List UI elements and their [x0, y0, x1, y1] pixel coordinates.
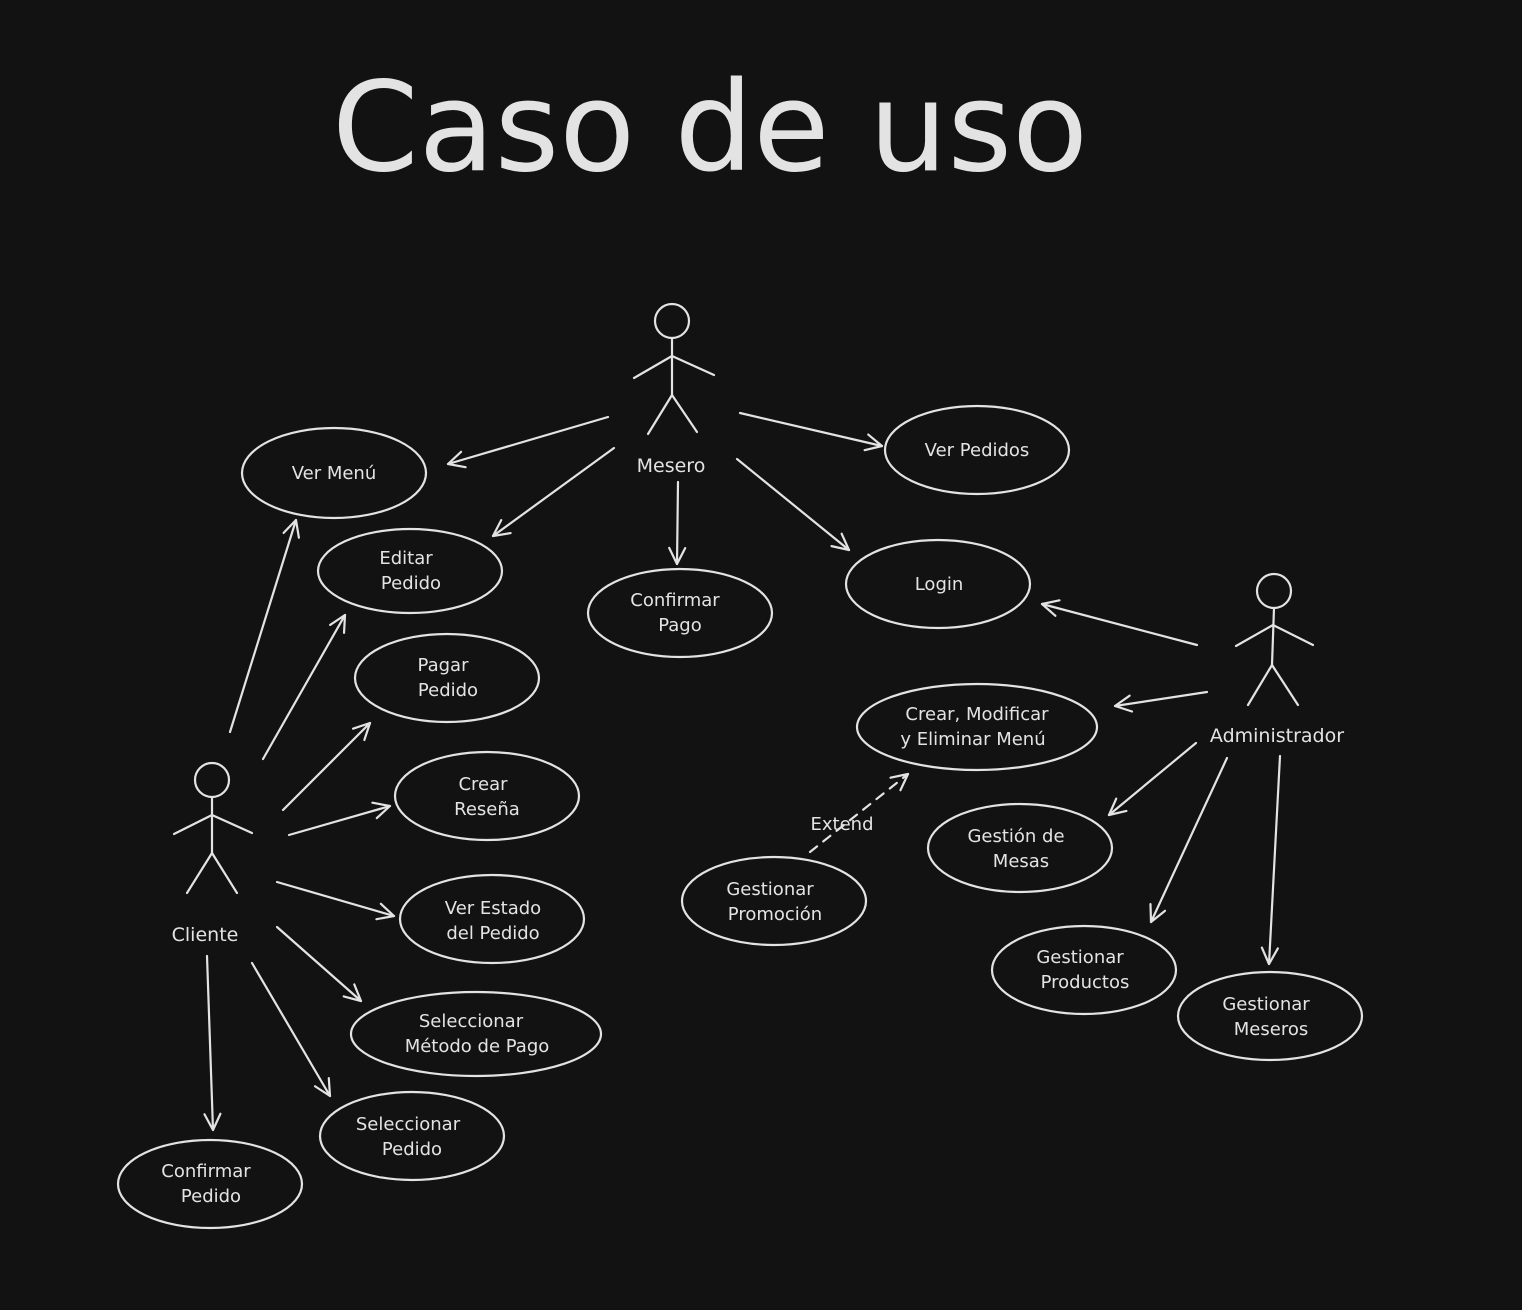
assoc-cliente-pagar-pedido — [283, 723, 370, 810]
uc-line: Seleccionar — [418, 1011, 524, 1032]
assoc-mesero-login — [737, 459, 849, 550]
uc-line: del Pedido — [446, 923, 540, 944]
actor-label-cliente: Cliente — [171, 924, 239, 946]
uc-line: Mesas — [992, 851, 1050, 872]
uc-line: Confirmar — [630, 590, 720, 611]
uc-line: Pedido — [381, 1139, 443, 1160]
use-case-confirmar-pago — [588, 569, 772, 657]
actor-mesero — [634, 304, 714, 477]
uc-line: y Eliminar Menú — [900, 729, 1046, 750]
use-case-ver-menu — [242, 428, 426, 518]
uc-line: Login — [914, 574, 964, 595]
svg-text:Gestión deMesas — [967, 826, 1064, 872]
svg-text:EditarPedido — [379, 548, 441, 594]
svg-text:ConfirmarPedido — [161, 1161, 251, 1207]
assoc-admin-crear-modificar-menu — [1115, 692, 1207, 706]
uc-line: Ver Estado — [444, 898, 542, 919]
uc-line: Crear, Modificar — [905, 704, 1049, 725]
uc-line: Gestionar — [726, 879, 814, 900]
svg-text:GestionarMeseros — [1222, 994, 1310, 1040]
extend-label: Extend — [810, 814, 874, 835]
svg-text:Ver Pedidos — [925, 440, 1030, 461]
uc-line: Editar — [379, 548, 433, 569]
use-case-ver-pedidos — [885, 406, 1069, 494]
use-case-confirmar-pedido — [118, 1140, 302, 1228]
use-case-ver-estado — [400, 875, 584, 963]
use-case-crear-resena — [395, 752, 579, 840]
actor-administrador — [1210, 574, 1344, 747]
use-case-gestionar-promocion — [682, 857, 866, 945]
svg-text:ConfirmarPago — [630, 590, 720, 636]
uc-line: Pedido — [380, 573, 442, 594]
use-case-seleccionar-pedido — [320, 1092, 504, 1180]
assoc-cliente-seleccionar-metodo — [277, 927, 361, 1001]
svg-text:GestionarPromoción — [726, 879, 822, 925]
use-case-gestion-mesas — [928, 804, 1112, 892]
svg-text:Ver Estadodel Pedido — [445, 898, 541, 944]
svg-text:Ver Menú — [292, 463, 377, 484]
actor-label-mesero: Mesero — [636, 455, 706, 477]
actor-cliente — [172, 763, 252, 946]
assoc-mesero-editar-pedido — [493, 448, 614, 536]
assoc-mesero-ver-menu — [448, 417, 608, 464]
use-case-seleccionar-metodo — [351, 992, 601, 1076]
uc-line: Confirmar — [161, 1161, 251, 1182]
svg-text:Crear, Modificary Eliminar Men — [900, 704, 1049, 750]
diagram-title: Caso de uso — [332, 56, 1088, 200]
assoc-cliente-ver-menu — [230, 520, 296, 732]
assoc-cliente-ver-estado — [277, 882, 394, 916]
uc-line: Crear — [458, 774, 508, 795]
use-case-gestionar-productos — [992, 926, 1176, 1014]
assoc-admin-login — [1042, 604, 1197, 645]
uc-line: Pago — [658, 615, 702, 636]
uc-line: Ver Pedidos — [924, 440, 1030, 461]
uc-line: Gestionar — [1036, 947, 1124, 968]
assoc-admin-gestion-mesas — [1109, 743, 1196, 815]
uc-line: Pedido — [180, 1186, 242, 1207]
svg-text:CrearReseña — [454, 774, 520, 820]
assoc-admin-gestionar-productos — [1151, 758, 1227, 922]
uc-line: Seleccionar — [355, 1114, 461, 1135]
use-case-login — [846, 540, 1030, 628]
svg-text:GestionarProductos — [1036, 947, 1129, 993]
uc-line: Promoción — [727, 904, 823, 925]
svg-text:SeleccionarPedido — [356, 1114, 461, 1160]
uc-line: Gestionar — [1222, 994, 1310, 1015]
use-case-crear-modificar-menu — [857, 684, 1097, 770]
assoc-cliente-confirmar-pedido — [207, 956, 213, 1130]
uc-line: Pedido — [417, 680, 479, 701]
assoc-mesero-ver-pedidos — [740, 413, 882, 446]
uc-line: Reseña — [454, 799, 520, 820]
assoc-cliente-crear-resena — [289, 806, 390, 835]
extend-promocion-menu — [810, 774, 908, 852]
use-case-gestionar-meseros — [1178, 972, 1362, 1060]
assoc-admin-gestionar-meseros — [1269, 756, 1280, 964]
svg-text:PagarPedido — [418, 655, 479, 701]
assoc-mesero-confirmar-pago — [677, 482, 678, 564]
use-case-editar-pedido — [318, 529, 502, 613]
uc-line: Método de Pago — [404, 1036, 550, 1057]
uc-line: Pagar — [417, 655, 469, 676]
svg-text:Login — [915, 574, 964, 595]
uc-line: Gestión de — [967, 826, 1065, 847]
svg-text:SeleccionarMétodo de Pago — [405, 1011, 550, 1057]
uc-line: Ver Menú — [291, 463, 377, 484]
uc-line: Meseros — [1233, 1019, 1309, 1040]
actor-label-administrador: Administrador — [1209, 725, 1345, 747]
uc-line: Productos — [1040, 972, 1130, 993]
assoc-cliente-editar-pedido — [263, 615, 345, 759]
assoc-cliente-seleccionar-pedido — [252, 963, 330, 1096]
use-case-pagar-pedido — [355, 634, 539, 722]
